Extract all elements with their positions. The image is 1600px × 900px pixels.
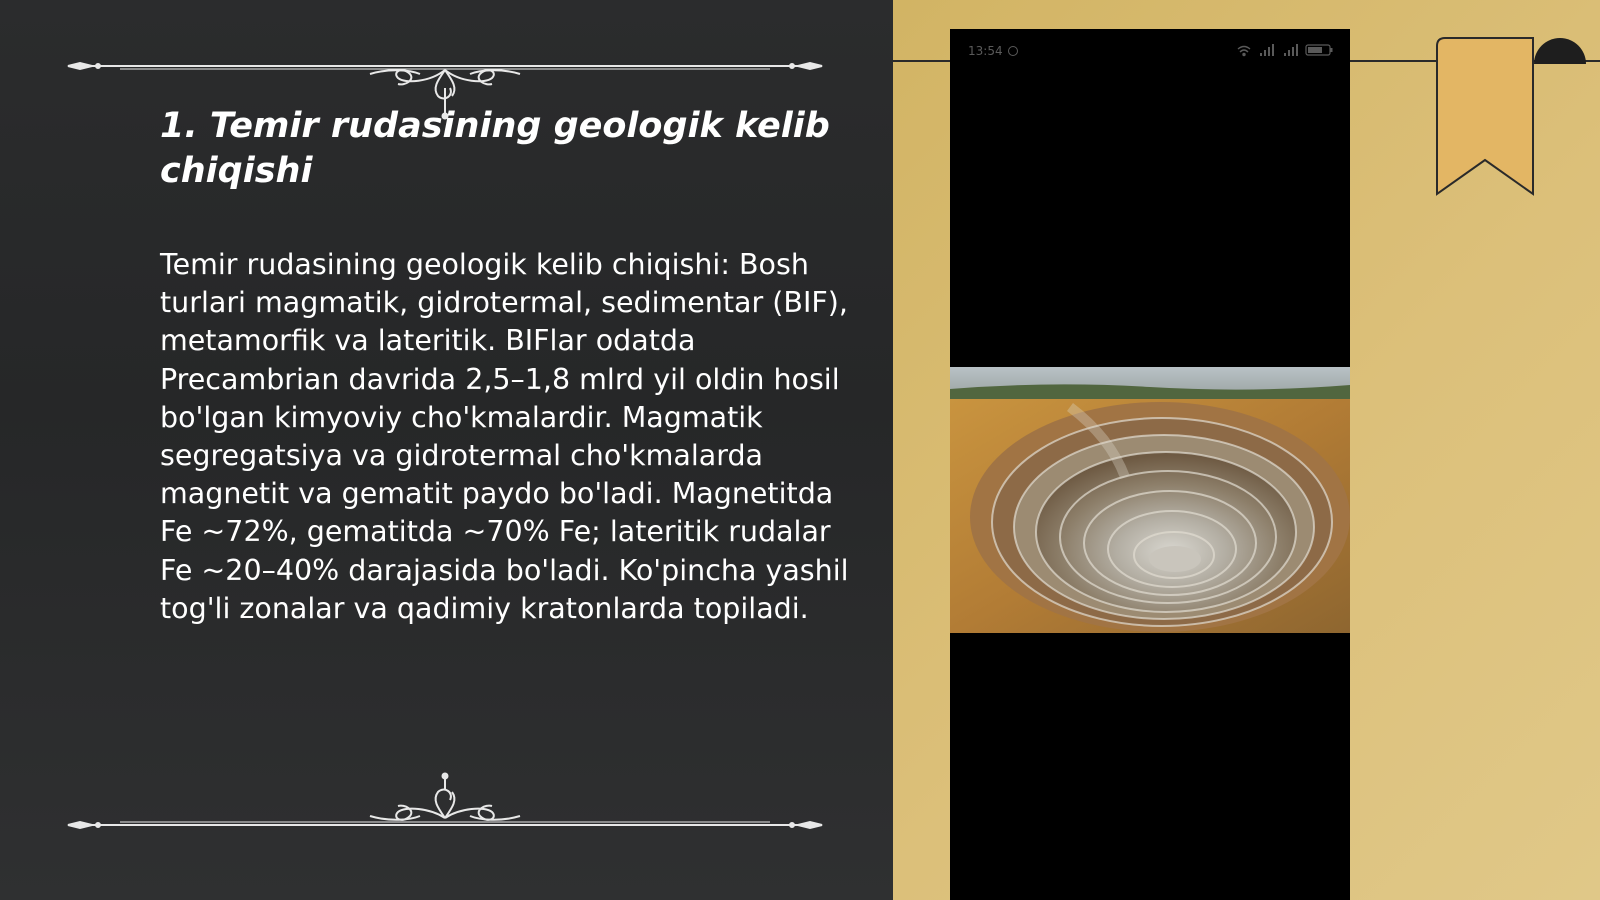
bottom-ornament-divider (60, 770, 830, 840)
wifi-icon (1238, 47, 1250, 56)
battery-icon (1306, 45, 1333, 55)
status-alarm-icon (1008, 46, 1018, 56)
status-bar-icons (1236, 43, 1336, 57)
signal-icon (1284, 44, 1298, 56)
phone-screenshot (950, 29, 1350, 900)
bookmark-ribbon-icon (1435, 36, 1535, 198)
open-pit-mine-photo (950, 367, 1350, 633)
divider-line-left (893, 60, 950, 62)
dark-half-circle-decor (1534, 36, 1586, 64)
signal-icon (1260, 44, 1274, 56)
status-bar-time: 13:54 (968, 44, 1003, 58)
slide-title: 1. Temir rudasining geologik kelib chiqishi (160, 106, 830, 191)
slide-body-text: Temir rudasining geologik kelib chiqishi: Bosh turlari magmatik, gidrotermal, sedimentar (BIF), metamorfik va lateritik. BIFlar odatda Precambrian davrida 2,5–1,8 mlrd yil oldin hosil bo'lgan kimyoviy cho'kmalardir. Magmatik segregatsiya va gidrotermal cho'kmalarda magnetit va gematit paydo bo'ladi. Magnetitda Fe ~72%, gematitda ~70% Fe; lateritik rudalar Fe ~20–40% darajasida bo'ladi. Ko'pincha yashil tog'li zonalar va qadimiy kratonlarda topiladi. (160, 248, 849, 625)
